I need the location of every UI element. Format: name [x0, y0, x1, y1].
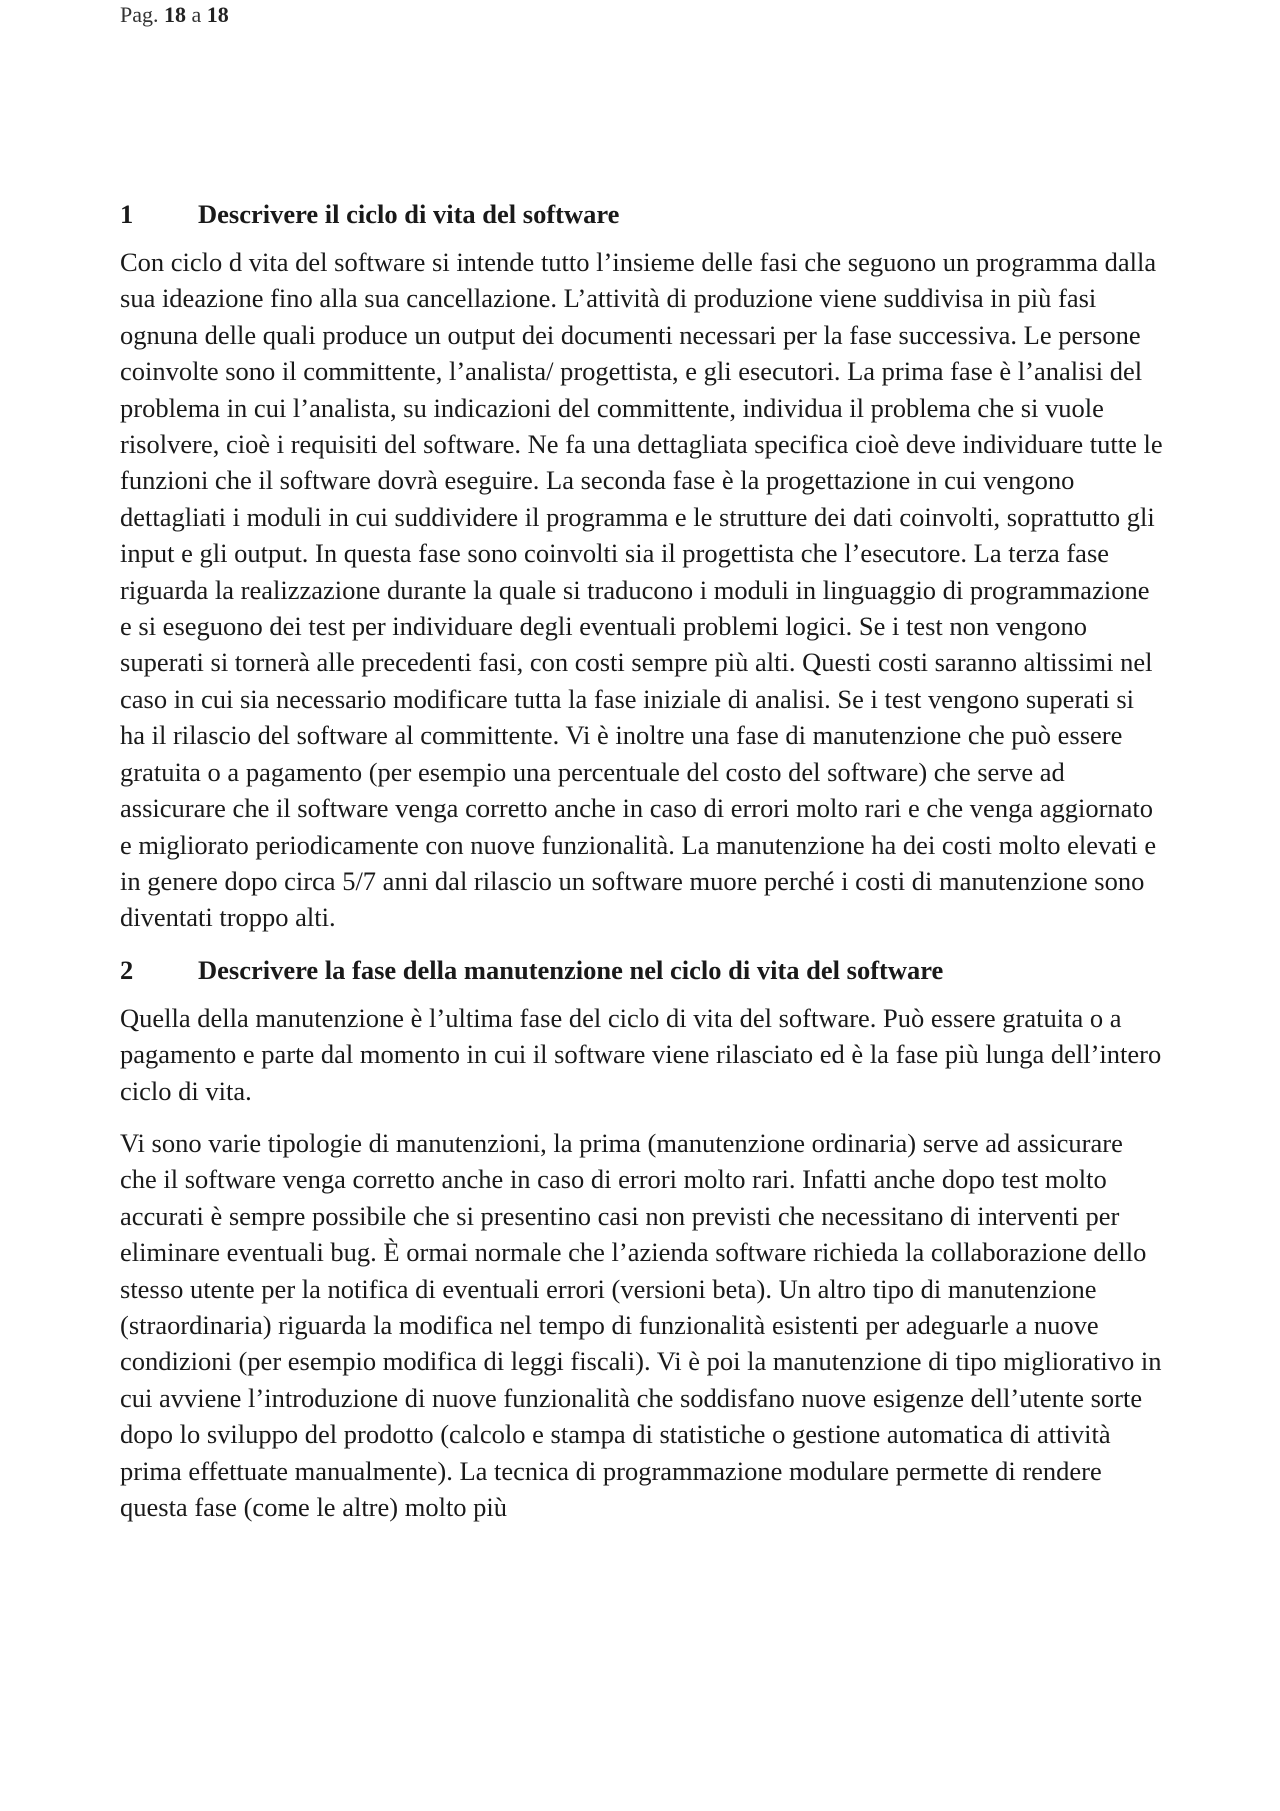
section-title: Descrivere il ciclo di vita del software: [198, 199, 620, 229]
page-current: 18: [164, 2, 186, 27]
section-number: 1: [120, 199, 134, 229]
page-total: 18: [206, 2, 229, 27]
page-prefix: Pag.: [120, 2, 159, 27]
section-heading-1: [120, 196, 1165, 232]
page-separator: a: [191, 2, 202, 27]
document-body: [120, 196, 1165, 1525]
section-number: 2: [120, 954, 134, 985]
page-number-header: [120, 2, 229, 28]
paragraph: Vi sono varie tipologie di manutenzioni, la prima (manutenzione ordinaria) serve ad assicurare che il software venga corretto anche in caso di errori molto rari. Infatti anche dopo test molto accurati è sempre possibile che si presentino casi non previsti che necessitano di interventi per eliminare eventuali bug. È ormai normale che l’azienda software richieda la collaborazione dello stesso utente per la notifica di eventuali errori (versioni beta). Un altro tipo di manutenzione (straordinaria) riguarda la modifica nel tempo di funzionalità esistenti per adeguarle a nuove condizioni (per esempio modifica di leggi fiscali). Vi è poi la manutenzione di tipo migliorativo in cui avviene l’introduzione di nuove funzionalità che soddisfano nuove esigenze dell’utente sorte dopo lo sviluppo del prodotto (calcolo e stampa di statistiche o gestione automatica di attività prima effettuate manualmente). La tecnica di programmazione modulare permette di rendere questa fase (come le altre) molto più: [120, 1127, 1162, 1522]
paragraph: Con ciclo d vita del software si intende tutto l’insieme delle fasi che seguono un programma dalla sua ideazione fino alla sua cancellazione. L’attività di produzione viene suddivisa in più fasi ognuna delle quali produce un output dei documenti necessari per la fase successiva. Le persone coinvolte sono il committente, l’analista/ progettista, e gli esecutori. La prima fase è l’analisi del problema in cui l’analista, su indicazioni del committente, individua il problema che si vuole risolvere, cioè i requisiti del software. Ne fa una dettagliata specifica cioè deve individuare tutte le funzioni che il software dovrà eseguire. La seconda fase è la progettazione in cui vengono dettagliati i moduli in cui suddividere il programma e le strutture dei dati coinvolti, soprattutto gli input e gli output. In questa fase sono coinvolti sia il progettista che l’esecutore. La terza fase riguarda la realizzazione durante la quale si traducono i moduli in linguaggio di programmazione e si eseguono dei test per individuare degli eventuali problemi logici. Se i test non vengono superati si tornerà alle precedenti fasi, con costi sempre più alti. Questi costi saranno altissimi nel caso in cui sia necessario modificare tutta la fase iniziale di analisi. Se i test vengono superati si ha il rilascio del software al committente. Vi è inoltre una fase di manutenzione che può essere gratuita o a pagamento (per esempio una percentuale del costo del software) che serve ad assicurare che il software venga corretto anche in caso di errori molto rari e che venga aggiornato e migliorato periodicamente con nuove funzionalità. La manutenzione ha dei costi molto elevati e in genere dopo circa 5/7 anni dal rilascio un software muore perché i costi di manutenzione sono diventati troppo alti.: [120, 247, 1163, 933]
paragraph: Quella della manutenzione è l’ultima fase del ciclo di vita del software. Può essere gratuita o a pagamento e parte dal momento in cui il software viene rilasciato ed è la fase più lunga dell’intero ciclo di vita.: [120, 1002, 1162, 1106]
section-heading-2: [120, 952, 1165, 988]
section-title: Descrivere la fase della manutenzione nel ciclo di vita del software: [198, 954, 944, 985]
